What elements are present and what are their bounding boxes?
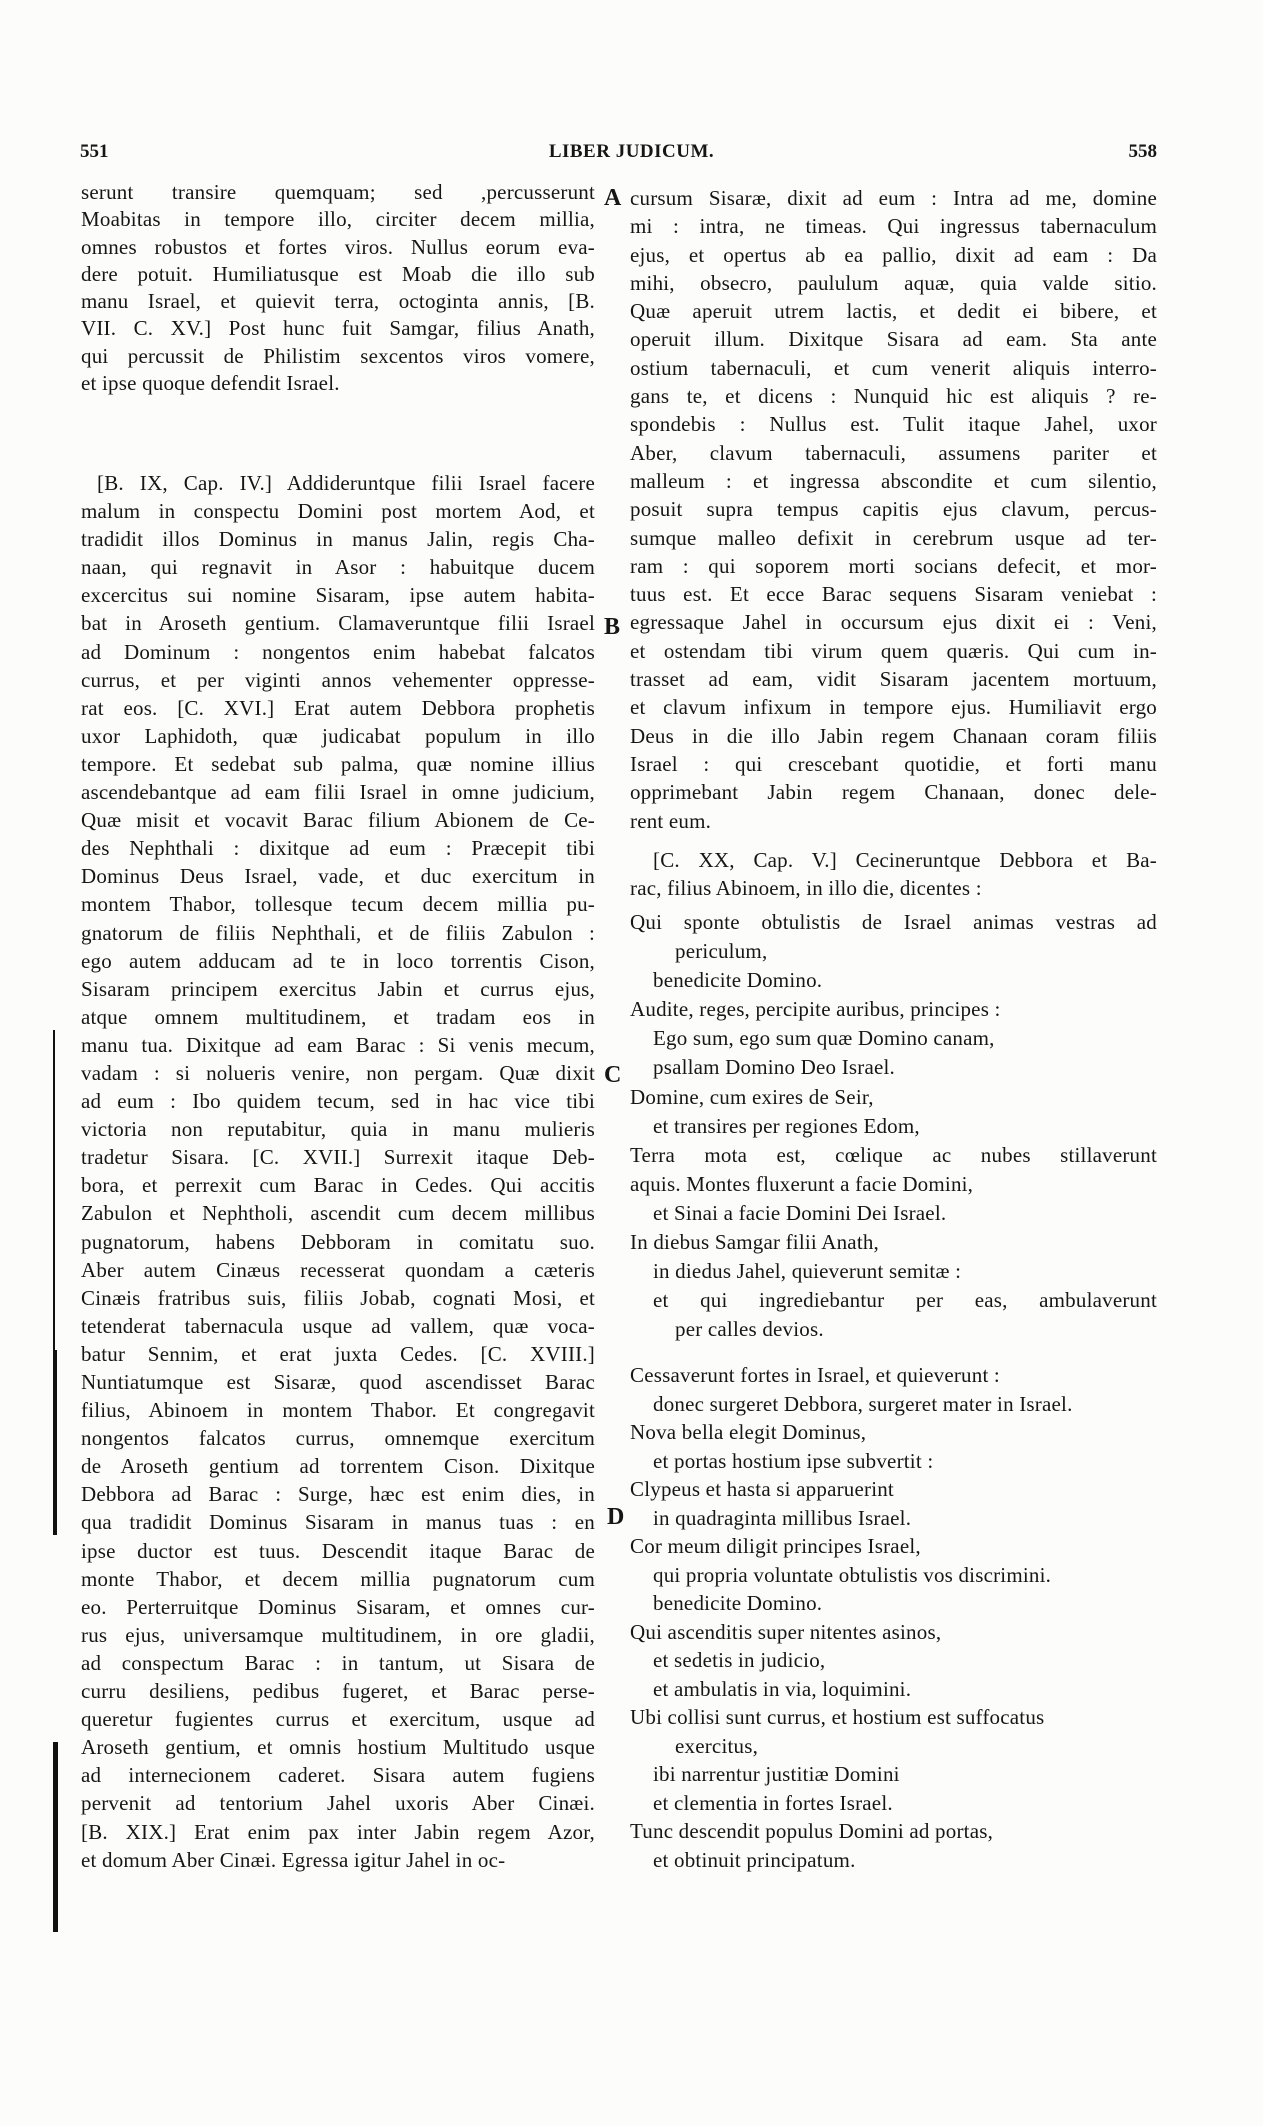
- text-line: operuit illum. Dixitque Sisara ad eam. Sta ante: [630, 327, 1157, 352]
- text-line: tradidit illos Dominus in manus Jalin, regis Cha-: [81, 527, 595, 552]
- verse-line: qui propria voluntate obtulistis vos discrimini.: [653, 1562, 1052, 1587]
- verse-line: donec surgeret Debbora, surgeret mater in Israel.: [653, 1391, 1073, 1416]
- text-line: cursum Sisaræ, dixit ad eum : Intra ad me, domine: [630, 186, 1157, 210]
- margin-marker-b: B: [604, 614, 621, 640]
- left-paragraph-2: [81, 469, 595, 1874]
- text-line: sumque malleo defixit in cerebrum usque ad ter-: [630, 525, 1157, 550]
- margin-scan-line: [53, 1030, 55, 1350]
- text-line: Zabulon et Nephtholi, ascendit cum decem millibus: [81, 1201, 595, 1226]
- text-line: mi : intra, ne timeas. Qui ingressus tabernaculum: [630, 214, 1157, 239]
- verse-line: Terra mota est, cœlique ac nubes stillaverunt: [630, 1142, 1157, 1167]
- text-line: victoria non reputabitur, quia in manu mulieris: [81, 1117, 595, 1142]
- verse-line: benedicite Domino.: [653, 1591, 823, 1615]
- text-line: filius, Abinoem in montem Thabor. Et congregavit: [81, 1398, 595, 1423]
- verse-line: Ego sum, ego sum quæ Domino canam,: [653, 1026, 995, 1051]
- text-line: ego autem adducam ad te in loco torrentis Cison,: [81, 948, 595, 973]
- canticle-part-1: [630, 908, 1157, 1344]
- text-line: batur Sennim, et erat juxta Cedes. [C. XVIII.]: [81, 1341, 595, 1366]
- text-line: et ostendam tibi virum quem quæris. Qui cum in-: [630, 638, 1157, 663]
- text-line: qui percussit de Philistim sexcentos viros vomere,: [81, 343, 595, 368]
- text-line: manu tua. Dixitque ad eam Barac : Si venis mecum,: [81, 1032, 595, 1057]
- text-line: Debbora ad Barac : Surge, hæc est enim dies, in: [81, 1482, 595, 1507]
- verse-line: Cor meum diligit principes Israel,: [630, 1534, 921, 1558]
- text-line: egressaque Jahel in occursum ejus dixit ei : Veni,: [630, 610, 1157, 635]
- text-line: et clavum infixum in tempore ejus. Humiliavit ergo: [630, 695, 1157, 720]
- verse-line: benedicite Domino.: [653, 968, 823, 993]
- text-line: spondebis : Nullus est. Tulit itaque Jahel, uxor: [630, 412, 1157, 437]
- margin-scan-bar: [53, 1742, 58, 1932]
- verse-line: Qui sponte obtulistis de Israel animas vestras ad: [630, 910, 1157, 934]
- verse-line: Qui ascenditis super nitentes asinos,: [630, 1619, 942, 1644]
- verse-line: et portas hostium ipse subvertit :: [653, 1448, 934, 1473]
- text-line: ad Dominum : nongentos enim habebat falcatos: [81, 639, 595, 664]
- verse-line: aquis. Montes fluxerunt a facie Domini,: [630, 1171, 974, 1196]
- text-line: atque omnem multitudinem, et tradam eos in: [81, 1004, 595, 1029]
- verse-line: Audite, reges, percipite auribus, principes :: [630, 997, 1001, 1022]
- text-line: et domum Aber Cinæi. Egressa igitur Jahel in oc-: [81, 1847, 506, 1872]
- left-paragraph-1: [81, 179, 595, 397]
- text-line: Aber autem Cinæus recesserat quondam a cæteris: [81, 1257, 595, 1282]
- verse-line: et sedetis in judicio,: [653, 1648, 826, 1672]
- text-line: Israel : qui crescebant quotidie, et forti manu: [630, 751, 1157, 776]
- text-line: rus ejus, universamque multitudinem, in ore gladii,: [81, 1622, 595, 1647]
- text-line: de Aroseth gentium ad torrentem Cison. Dixitque: [81, 1454, 595, 1479]
- text-line: gans te, et dicens : Nunquid hic est aliquis ? re-: [630, 384, 1157, 409]
- text-line: uxor Laphidoth, quæ judicabat populum in illo: [81, 723, 595, 748]
- text-line: rent eum.: [630, 808, 712, 833]
- text-line: nongentos falcatos currus, omnemque exercitum: [81, 1426, 595, 1451]
- text-line: qua tradidit Dominus Sisaram in manus tuas : en: [81, 1510, 595, 1535]
- text-line: pervenit ad tentorium Jahel uxoris Aber Cinæi.: [81, 1791, 595, 1816]
- verse-line: Tunc descendit populus Domini ad portas,: [630, 1819, 994, 1843]
- text-line: Nuntiatumque est Sisaræ, quod ascendisset Barac: [81, 1370, 595, 1394]
- running-title: LIBER JUDICUM.: [548, 141, 715, 162]
- text-line: malleum : et ingressa abscondite et cum silentio,: [630, 468, 1157, 493]
- text-line: queretur fugientes currus et exercitum, usque ad: [81, 1707, 595, 1732]
- text-line: Moabitas in tempore illo, circiter decem millia,: [81, 207, 595, 232]
- text-line: ipse ductor est tuus. Descendit itaque Barac de: [81, 1538, 595, 1563]
- text-line: ostium tabernaculi, et cum venerit aliquis interro-: [630, 355, 1157, 380]
- verse-line: psallam Domino Deo Israel.: [653, 1055, 895, 1080]
- verse-line: et Sinai a facie Domini Dei Israel.: [653, 1200, 947, 1225]
- text-line: vadam : si nolueris venire, non pergam. Quæ dixit: [81, 1060, 595, 1085]
- text-line: Sisaram principem exercitus Jabin et currus ejus,: [81, 976, 595, 1001]
- text-line: eo. Perterruitque Dominus Sisaram, et omnes cur-: [81, 1594, 595, 1619]
- page-number-left: 551: [80, 141, 109, 162]
- verse-line: Nova bella elegit Dominus,: [630, 1420, 867, 1444]
- text-line: rat eos. [C. XVI.] Erat autem Debbora prophetis: [81, 695, 595, 720]
- text-line: tetenderat tabernacula usque ad vallem, quæ voca-: [81, 1313, 595, 1338]
- verse-line: In diebus Samgar filii Anath,: [630, 1230, 880, 1255]
- text-line: curru desiliens, pedibus fugeret, et Barac perse-: [81, 1679, 595, 1704]
- verse-line: ibi narrentur justitiæ Domini: [653, 1762, 900, 1786]
- text-line: ad internecionem caderet. Sisara autem fugiens: [81, 1763, 595, 1788]
- text-line: excercitus sui nomine Sisaram, ipse autem habita-: [81, 583, 595, 608]
- text-line: Cinæis fratribus suis, filiis Jobab, cognati Mosi, et: [81, 1285, 595, 1310]
- verse-line: Domine, cum exires de Seir,: [630, 1084, 874, 1109]
- text-line: ejus, et opertus ab ea pallio, dixit ad eam : Da: [630, 242, 1157, 267]
- text-line: bat in Aroseth gentium. Clamaveruntque filii Israel: [81, 611, 595, 636]
- margin-marker-a: A: [604, 185, 622, 211]
- text-line: omnes robustos et fortes viros. Nullus eorum eva-: [81, 234, 595, 259]
- text-line: [B. XIX.] Erat enim pax inter Jabin regem Azor,: [81, 1819, 595, 1844]
- text-line: Deus in die illo Jabin regem Chanaan coram filiis: [630, 723, 1157, 748]
- text-line: ascendebantque ad eam filii Israel in omne judicium,: [81, 780, 595, 805]
- canticle-part-2: [630, 1361, 1157, 1874]
- text-line: Quæ misit et vocavit Barac filium Abionem de Ce-: [81, 808, 595, 833]
- verse-line: exercitus,: [675, 1733, 759, 1758]
- verse-line: Ubi collisi sunt currus, et hostium est suffocatus: [630, 1705, 1045, 1729]
- text-line: bora, et perrexit cum Barac in Cedes. Qui accitis: [81, 1173, 595, 1198]
- text-line: posuit supra tempus capitis ejus clavum, percus-: [630, 497, 1157, 522]
- text-line: VII. C. XV.] Post hunc fuit Samgar, filius Anath,: [81, 316, 595, 341]
- text-line: manu Israel, et quievit terra, octoginta annis, [B.: [81, 289, 595, 314]
- text-line: [B. IX, Cap. IV.] Addideruntque filii Israel facere: [97, 471, 595, 495]
- text-line: mihi, obsecro, paululum aquæ, quia valde sitio.: [630, 270, 1157, 295]
- verse-line: et obtinuit principatum.: [653, 1847, 856, 1872]
- text-line: et ipse quoque defendit Israel.: [81, 371, 340, 396]
- text-line: ram : qui soporem morti socians defecit, et mor-: [630, 553, 1157, 578]
- text-line: tempore. Et sedebat sub palma, quæ nomine illius: [81, 751, 595, 776]
- verse-line: Cessaverunt fortes in Israel, et quieverunt :: [630, 1363, 1000, 1387]
- verse-line: in quadraginta millibus Israel.: [653, 1505, 912, 1530]
- margin-scan-bar: [53, 1350, 57, 1535]
- text-line: currus, et per viginti annos vehementer oppresse-: [81, 667, 595, 692]
- verse-line: in diedus Jahel, quieverunt semitæ :: [653, 1259, 962, 1284]
- text-line: montem Thabor, tollesque tecum decem millia pu-: [81, 892, 595, 917]
- right-paragraph-2: [630, 846, 1157, 902]
- text-line: tradetur Sisara. [C. XVII.] Surrexit itaque Deb-: [81, 1145, 595, 1170]
- text-line: trasset ad eam, vidit Sisaram jacentem mortuum,: [630, 667, 1157, 692]
- verse-line: periculum,: [675, 939, 768, 964]
- margin-marker-c: C: [604, 1062, 622, 1088]
- right-paragraph-1: [630, 184, 1157, 835]
- text-line: des Nephthali : dixitque ad eum : Præcepit tibi: [81, 836, 595, 861]
- text-line: pugnatorum, habens Debboram in comitatu suo.: [81, 1229, 595, 1254]
- text-line: malum in conspectu Domini post mortem Aod, et: [81, 499, 595, 524]
- verse-line: et ambulatis in via, loquimini.: [653, 1676, 912, 1701]
- page-number-right: 558: [1128, 141, 1157, 162]
- text-line: opprimebant Jabin regem Chanaan, donec dele-: [630, 780, 1157, 805]
- text-line: tuus est. Et ecce Barac sequens Sisaram veniebat :: [630, 582, 1157, 607]
- text-line: Dominus Deus Israel, vade, et duc exercitum in: [81, 864, 595, 889]
- verse-line: per calles devios.: [675, 1317, 824, 1342]
- text-line: dere potuit. Humiliatusque est Moab die illo sub: [81, 261, 595, 286]
- verse-line: et clementia in fortes Israel.: [653, 1790, 893, 1815]
- text-line: naan, qui regnavit in Asor : habuitque ducem: [81, 555, 595, 580]
- verse-line: et qui ingrediebantur per eas, ambulaverunt: [653, 1288, 1157, 1313]
- margin-marker-d: D: [607, 1504, 625, 1530]
- text-line: ad conspectum Barac : in tantum, ut Sisara de: [81, 1650, 595, 1675]
- text-line: Aber, clavum tabernaculi, assumens pariter et: [630, 440, 1157, 465]
- text-line: monte Thabor, et decem millia pugnatorum cum: [81, 1566, 595, 1591]
- text-line: Quæ aperuit utrem lactis, et dedit ei bibere, et: [630, 299, 1157, 324]
- verse-line: Clypeus et hasta si apparuerint: [630, 1477, 894, 1501]
- text-line: gnatorum de filiis Nephthali, et de filiis Zabulon :: [81, 920, 595, 945]
- text-line: [C. XX, Cap. V.] Cecineruntque Debbora et Ba-: [653, 848, 1157, 872]
- text-line: Aroseth gentium, et omnis hostium Multitudo usque: [81, 1735, 595, 1760]
- verse-line: et transires per regiones Edom,: [653, 1113, 920, 1138]
- text-line: ad eum : Ibo quidem tecum, sed in hac vice tibi: [81, 1089, 595, 1114]
- text-line: rac, filius Abinoem, in illo die, dicentes :: [630, 876, 982, 900]
- text-line: serunt transire quemquam; sed ,percusserunt: [81, 180, 595, 204]
